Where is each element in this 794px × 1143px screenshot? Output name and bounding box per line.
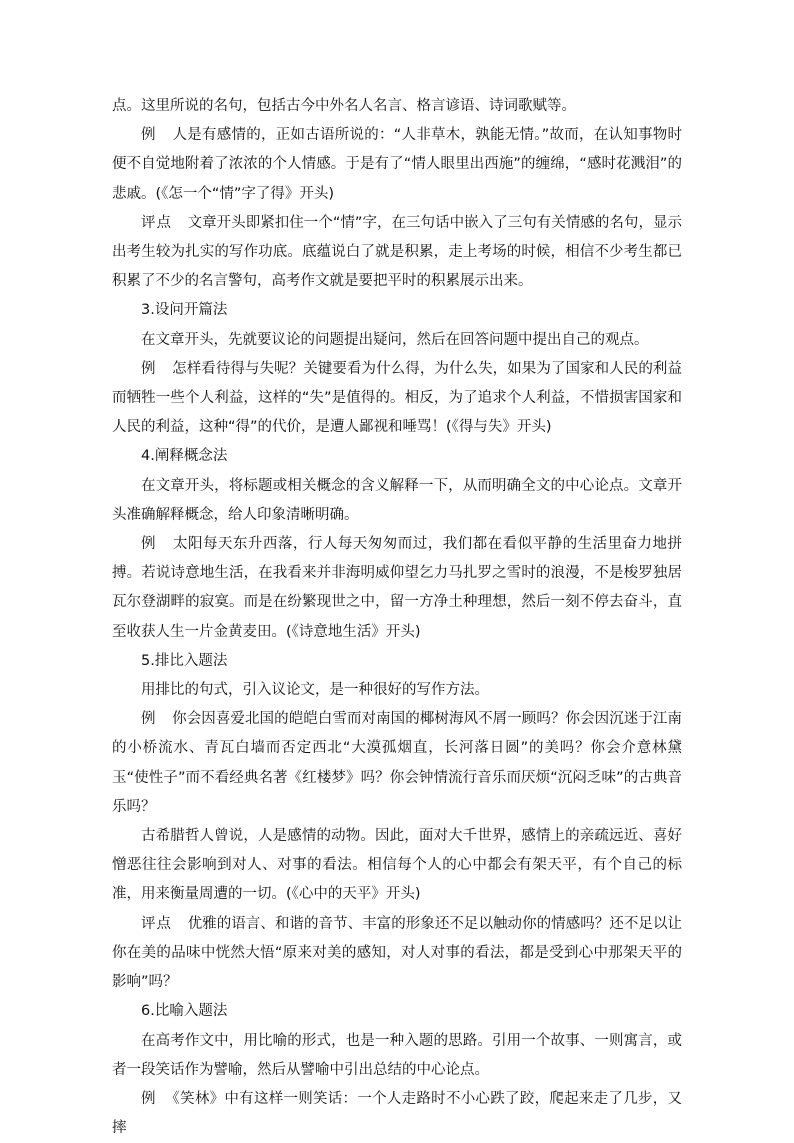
comment-label: 评点 — [141, 214, 188, 231]
paragraph-method-6: 在高考作文中，用比喻的形式，也是一种入题的思路。引用一个故事、一则寓言，或者一段笑话作为譬喻，然后从譬喻中引出总结的中心论点。 — [112, 1032, 682, 1078]
section-heading-3: 3.设问开篇法 — [141, 302, 228, 319]
comment-paragraph-1: 评点 文章开头即紧扣住一个“情”字，在三句话中嵌入了三句有关情感的名句，显示出考生较为扎实的写作功底。底蕴说白了就是积累，走上考场的时候，相信不少考生都已积累了不少的名言警句，高考作文就是要把平时的积累展示出来。 — [112, 214, 683, 290]
paragraph-1: 点。这里所说的名句，包括古今中外名人名言、格言谚语、诗词歌赋等。 — [112, 98, 576, 114]
example-paragraph-4: 例 你会因喜爱北国的皑皑白雪而对南国的椰树海风不屑一顾吗？你会因沉迷于江南的小桥流水、青瓦白墙而否定西北“大漠孤烟直，长河落日圆”的美吗？你会介意林黛玉“使性子”而不看经典名著《红楼梦》吗？你会钟情流行音乐而厌烦“沉闷乏味”的古典音乐吗？ — [112, 711, 682, 815]
comment-label: 评点 — [141, 915, 188, 932]
example-paragraph-3: 例 太阳每天东升西落，行人每天匆匆而过，我们都在看似平静的生活里奋力地拼搏。若说诗意地生活，在我看来并非海明威仰望乞力马扎罗之雪时的浪漫，不是梭罗独居瓦尔登湖畔的寂寞。而是在纷繁现世之中，留一方净土种理想，然后一刻不停去奋斗，直至收获人生一片金黄麦田。(《诗意地生活》开头) — [112, 536, 683, 640]
example-label: 例 — [141, 360, 173, 377]
paragraph-method-4: 在文章开头，将标题或相关概念的含义解释一下，从而明确全文的中心论点。文章开头准确解释概念，给人印象清晰明确。 — [112, 477, 682, 523]
example-label: 例 — [141, 1090, 173, 1107]
section-heading-4: 4.阐释概念法 — [141, 448, 228, 465]
paragraph-example-continued: 古希腊哲人曾说，人是感情的动物。因此，面对大千世界，感情上的亲疏远近、喜好憎恶往往会影响到对人、对事的看法。相信每个人的心中都会有架天平，有个自己的标准，用来衡量周遭的一切。(《心中的天平》开头) — [112, 828, 682, 903]
section-heading-6: 6.比喻入题法 — [141, 1003, 228, 1020]
example-label: 例 — [141, 536, 173, 553]
section-heading-5: 5.排比入题法 — [141, 652, 228, 669]
paragraph-method-5: 用排比的句式，引入议论文，是一种很好的写作方法。 — [141, 682, 489, 699]
paragraph-method-3: 在文章开头，先就要议论的问题提出疑问，然后在回答问题中提出自己的观点。 — [141, 331, 649, 348]
example-label: 例 — [141, 711, 173, 728]
comment-paragraph-2: 评点 优雅的语言、和谐的音节、丰富的形象还不足以触动你的情感吗？还不足以让你在美的品味中恍然大悟“原来对美的感知，对人对事的看法，都是受到心中那架天平的影响”吗？ — [112, 915, 682, 991]
example-label: 例 — [141, 127, 173, 144]
example-paragraph-1: 例 人是有感情的，正如古语所说的：“人非草木，孰能无情。”故而，在认知事物时便不自觉地附着了浓浓的个人情感。于是有了“情人眼里出西施”的缠绵，“感时花溅泪”的悲戚。(《怎一个“情”字了得》开头) — [112, 127, 682, 202]
example-paragraph-2: 例 怎样看待得与失呢？关键要看为什么得，为什么失，如果为了国家和人民的利益而牺牲一些个人利益，这样的“失”是值得的。相反，为了追求个人利益，不惜损害国家和人民的利益，这种“得”的代价，是遭人鄙视和唾骂！(《得与失》开头) — [112, 360, 682, 436]
document-page — [112, 92, 682, 1143]
example-paragraph-5: 例 《笑林》中有这样一则笑话：一个人走路时不小心跌了跤，爬起来走了几步，又摔 — [112, 1090, 683, 1137]
